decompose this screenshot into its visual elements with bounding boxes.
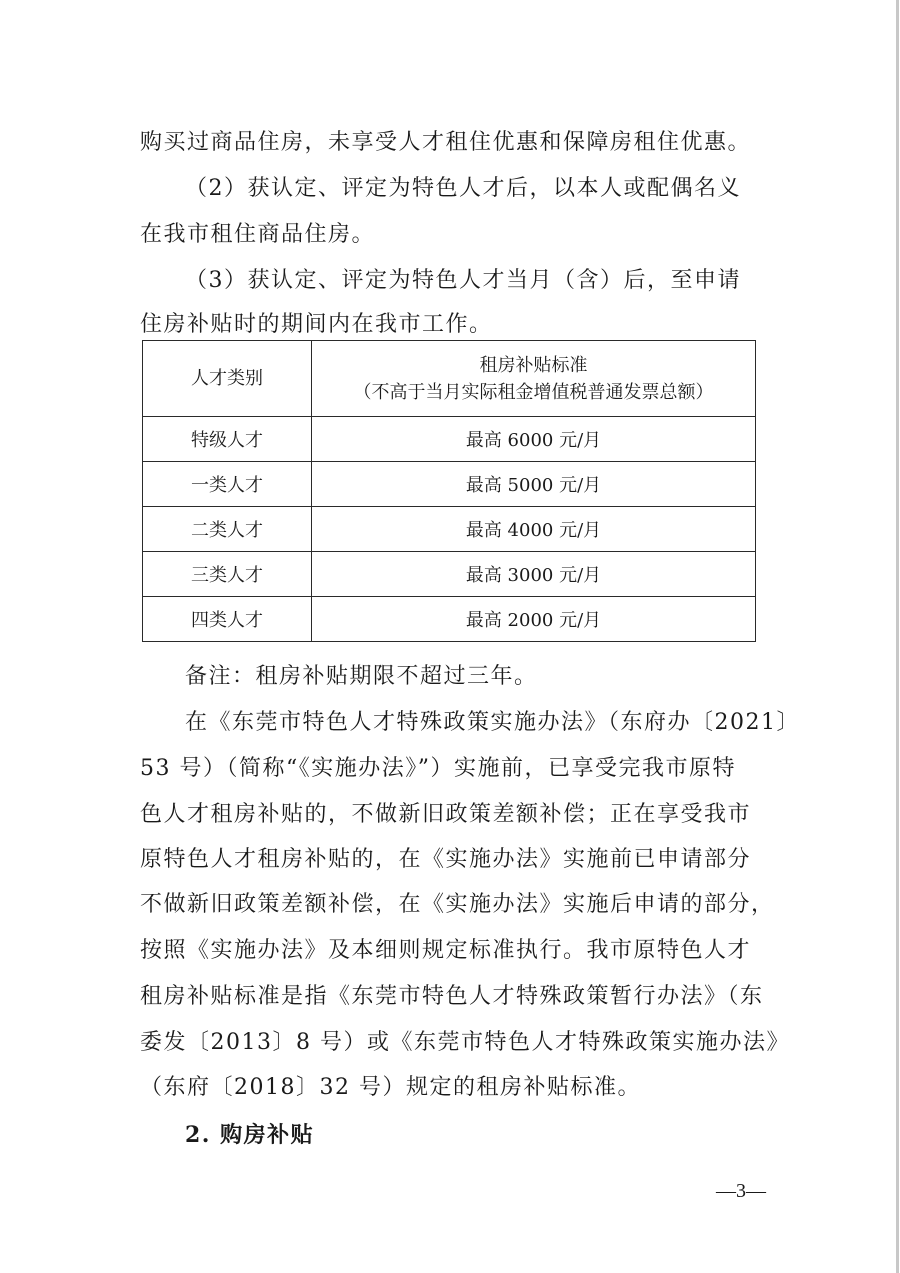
condition-3-line-2: 住房补贴时的期间内在我市工作。 [140, 312, 493, 337]
scan-edge-line [896, 0, 899, 1273]
page-number: —3— [716, 1180, 766, 1202]
row-standard: 最高 4000 元/月 [312, 507, 756, 552]
policy-line: 原特色人才租房补贴的，在《实施办法》实施前已申请部分 [140, 847, 752, 872]
table-row [143, 507, 756, 552]
table-row [143, 552, 756, 597]
row-category: 二类人才 [143, 507, 312, 552]
condition-2-line-2: 在我市租住商品住房。 [140, 222, 376, 247]
row-standard: 最高 6000 元/月 [312, 417, 756, 462]
table-row [143, 597, 756, 642]
table-row [143, 417, 756, 462]
policy-line: 在《东莞市特色人才特殊政策实施办法》（东府办〔2021〕 [185, 710, 800, 735]
row-category: 三类人才 [143, 552, 312, 597]
row-category: 一类人才 [143, 462, 312, 507]
policy-line: （东府〔2018〕32 号）规定的租房补贴标准。 [140, 1075, 641, 1100]
condition-2-line-1: （2）获认定、评定为特色人才后，以本人或配偶名义 [185, 176, 741, 201]
row-category: 四类人才 [143, 597, 312, 642]
policy-line: 不做新旧政策差额补偿，在《实施办法》实施后申请的部分， [140, 892, 775, 917]
table-header-row [143, 341, 756, 417]
header-standard-note: （不高于当月实际租金增值税普通发票总额） [353, 381, 714, 403]
table-note: 备注：租房补贴期限不超过三年。 [185, 664, 538, 689]
row-standard: 最高 2000 元/月 [312, 597, 756, 642]
row-standard: 最高 3000 元/月 [312, 552, 756, 597]
condition-3-line-1: （3）获认定、评定为特色人才当月（含）后，至申请 [185, 268, 741, 293]
policy-line: 按照《实施办法》及本细则规定标准执行。我市原特色人才 [140, 938, 752, 963]
section-heading: 2. 购房补贴 [185, 1122, 315, 1148]
header-standard-title: 租房补贴标准 [479, 354, 588, 376]
row-standard: 最高 5000 元/月 [312, 462, 756, 507]
body-line-1: 购买过商品住房，未享受人才租住优惠和保障房租住优惠。 [140, 130, 752, 155]
policy-line: 租房补贴标准是指《东莞市特色人才特殊政策暂行办法》（东 [140, 984, 764, 1009]
policy-line: 委发〔2013〕8 号）或《东莞市特色人才特殊政策实施办法》 [140, 1030, 790, 1055]
policy-line: 色人才租房补贴的，不做新旧政策差额补偿；正在享受我市 [140, 802, 752, 827]
policy-line: 53 号）（简称“《实施办法》”）实施前，已享受完我市原特 [140, 756, 736, 781]
row-category: 特级人才 [143, 417, 312, 462]
header-subsidy-standard [312, 341, 756, 417]
table-row [143, 462, 756, 507]
header-talent-category: 人才类别 [143, 341, 312, 417]
rent-subsidy-table [142, 340, 756, 642]
